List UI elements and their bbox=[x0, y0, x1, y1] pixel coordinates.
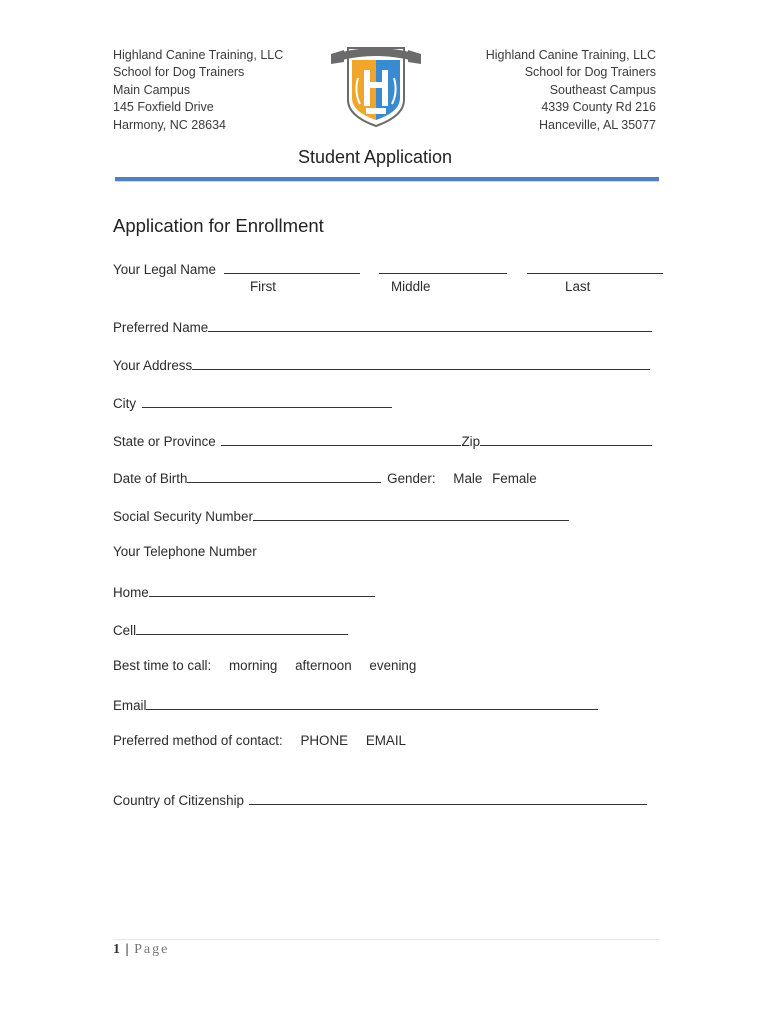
preferred-name-row bbox=[113, 317, 652, 335]
page-number: 1 bbox=[113, 942, 120, 957]
cell-phone-row bbox=[113, 620, 348, 638]
address-label: Your Address bbox=[113, 358, 193, 373]
state-label: State or Province bbox=[113, 434, 216, 449]
contact-option-email[interactable]: EMAIL bbox=[365, 733, 406, 748]
ssn-row bbox=[113, 506, 569, 524]
ssn-field[interactable] bbox=[253, 506, 569, 521]
section-heading: Application for Enrollment bbox=[113, 215, 324, 236]
first-name-caption: First bbox=[250, 279, 277, 294]
citizenship-field[interactable] bbox=[249, 790, 647, 805]
address-line: Harmony, NC 28634 bbox=[113, 117, 227, 132]
best-time-label: Best time to call: bbox=[113, 658, 212, 673]
page-word: Page bbox=[134, 942, 170, 957]
address-line: Highland Canine Training, LLC bbox=[113, 48, 284, 62]
page-footer bbox=[113, 942, 169, 958]
address-line: Highland Canine Training, LLC bbox=[485, 48, 656, 62]
right-campus-address bbox=[486, 47, 656, 134]
gender-option-female[interactable]: Female bbox=[492, 471, 537, 486]
address-line: School for Dog Trainers bbox=[113, 65, 245, 80]
best-time-evening[interactable]: evening bbox=[369, 658, 417, 673]
address-line: Hanceville, AL 35077 bbox=[539, 117, 656, 132]
best-time-morning[interactable]: morning bbox=[228, 658, 278, 673]
address-line: Main Campus bbox=[113, 82, 191, 97]
address-field[interactable] bbox=[192, 355, 650, 370]
address-line: Southeast Campus bbox=[549, 82, 656, 97]
email-field[interactable] bbox=[146, 695, 598, 710]
home-phone-row bbox=[113, 582, 375, 600]
citizenship-label: Country of Citizenship bbox=[113, 793, 244, 808]
left-campus-address bbox=[113, 47, 283, 134]
gender-option-male[interactable]: Male bbox=[453, 471, 483, 486]
address-line: School for Dog Trainers bbox=[524, 65, 656, 80]
last-name-field[interactable] bbox=[527, 259, 663, 274]
cell-phone-label: Cell bbox=[113, 623, 137, 638]
last-name-caption: Last bbox=[565, 279, 591, 294]
title-divider-shadow bbox=[115, 181, 659, 182]
dob-field[interactable] bbox=[187, 468, 381, 483]
legal-name-row bbox=[113, 259, 663, 277]
address-line: 4339 County Rd 216 bbox=[541, 100, 656, 115]
preferred-name-field[interactable] bbox=[208, 317, 652, 332]
city-label: City bbox=[113, 396, 137, 411]
zip-label: Zip bbox=[461, 434, 481, 449]
state-zip-row bbox=[113, 431, 652, 449]
footer-divider bbox=[113, 939, 659, 940]
telephone-heading: Your Telephone Number bbox=[113, 544, 257, 559]
cell-phone-field[interactable] bbox=[136, 620, 348, 635]
dob-label: Date of Birth bbox=[113, 471, 188, 486]
page-separator: | bbox=[125, 942, 129, 957]
address-row bbox=[113, 355, 650, 373]
email-row bbox=[113, 695, 598, 713]
legal-name-label: Your Legal Name bbox=[113, 262, 216, 277]
dob-gender-row bbox=[113, 468, 537, 486]
middle-name-caption: Middle bbox=[391, 279, 431, 294]
contact-option-phone[interactable]: PHONE bbox=[300, 733, 349, 748]
school-crest-logo bbox=[326, 42, 426, 130]
zip-field[interactable] bbox=[480, 431, 652, 446]
citizenship-row bbox=[113, 790, 647, 808]
city-field[interactable] bbox=[142, 393, 392, 408]
middle-name-field[interactable] bbox=[379, 259, 507, 274]
page-title: Student Application bbox=[297, 147, 453, 167]
first-name-field[interactable] bbox=[224, 259, 360, 274]
gender-label: Gender: bbox=[387, 471, 436, 486]
home-phone-field[interactable] bbox=[149, 582, 375, 597]
contact-method-row bbox=[113, 733, 406, 748]
contact-method-label: Preferred method of contact: bbox=[113, 733, 283, 748]
best-time-row bbox=[113, 658, 416, 673]
best-time-afternoon[interactable]: afternoon bbox=[295, 658, 352, 673]
preferred-name-label: Preferred Name bbox=[113, 320, 209, 335]
address-line: 145 Foxfield Drive bbox=[113, 100, 214, 115]
ssn-label: Social Security Number bbox=[113, 509, 253, 524]
email-label: Email bbox=[113, 698, 147, 713]
home-phone-label: Home bbox=[113, 585, 149, 600]
city-row bbox=[113, 393, 392, 411]
state-field[interactable] bbox=[221, 431, 461, 446]
